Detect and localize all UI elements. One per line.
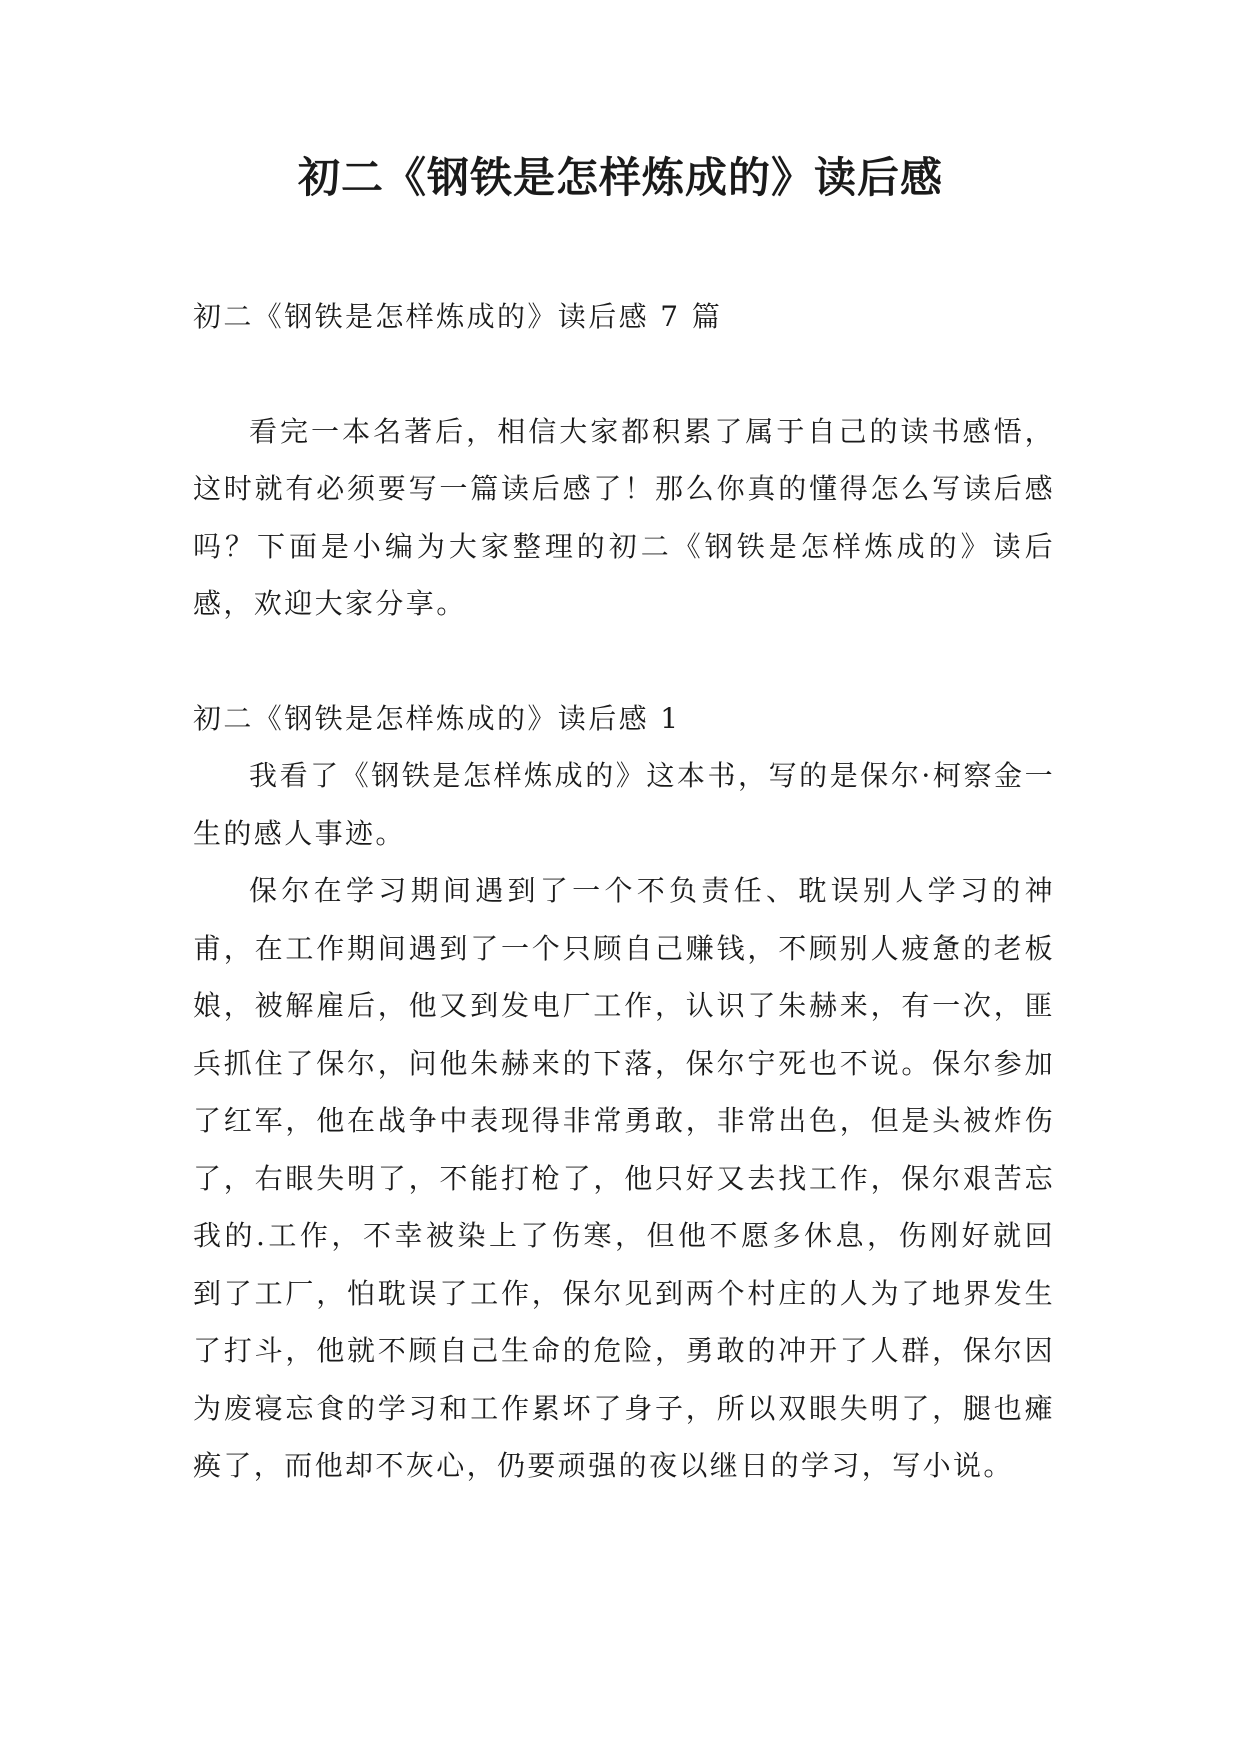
body-paragraph: 我看了《钢铁是怎样炼成的》这本书，写的是保尔·柯察金一生的感人事迹。 [193, 759, 1055, 850]
document-body [193, 288, 1055, 1495]
page-title: 初二《钢铁是怎样炼成的》读后感 [297, 153, 943, 202]
document-subtitle: 初二《钢铁是怎样炼成的》读后感 7 篇 [193, 300, 723, 333]
body-paragraph: 保尔在学习期间遇到了一个不负责任、耽误别人学习的神甫，在工作期间遇到了一个只顾自己赚钱，不顾别人疲惫的老板娘，被解雇后，他又到发电厂工作，认识了朱赫来，有一次，匪兵抓住了保尔，问他朱赫来的下落，保尔宁死也不说。保尔参加了红军，他在战争中表现得非常勇敢，非常出色，但是头被炸伤了，右眼失明了，不能打枪了，他只好又去找工作，保尔艰苦忘我的.工作，不幸被染上了伤寒，但他不愿多休息，伤刚好就回到了工厂，怕耽误了工作，保尔见到两个村庄的人为了地界发生了打斗，他就不顾自己生命的危险，勇敢的冲开了人群，保尔因为废寝忘食的学习和工作累坏了身子，所以双眼失明了，腿也瘫痪了，而他却不灰心，仍要顽强的夜以继日的学习，写小说。 [193, 874, 1055, 1482]
intro-paragraph: 看完一本名著后，相信大家都积累了属于自己的读书感悟，这时就有必须要写一篇读后感了！那么你真的懂得怎么写读后感吗？下面是小编为大家整理的初二《钢铁是怎样炼成的》读后感，欢迎大家分享。 [193, 414, 1055, 620]
section-heading: 初二《钢铁是怎样炼成的》读后感 1 [193, 701, 681, 735]
